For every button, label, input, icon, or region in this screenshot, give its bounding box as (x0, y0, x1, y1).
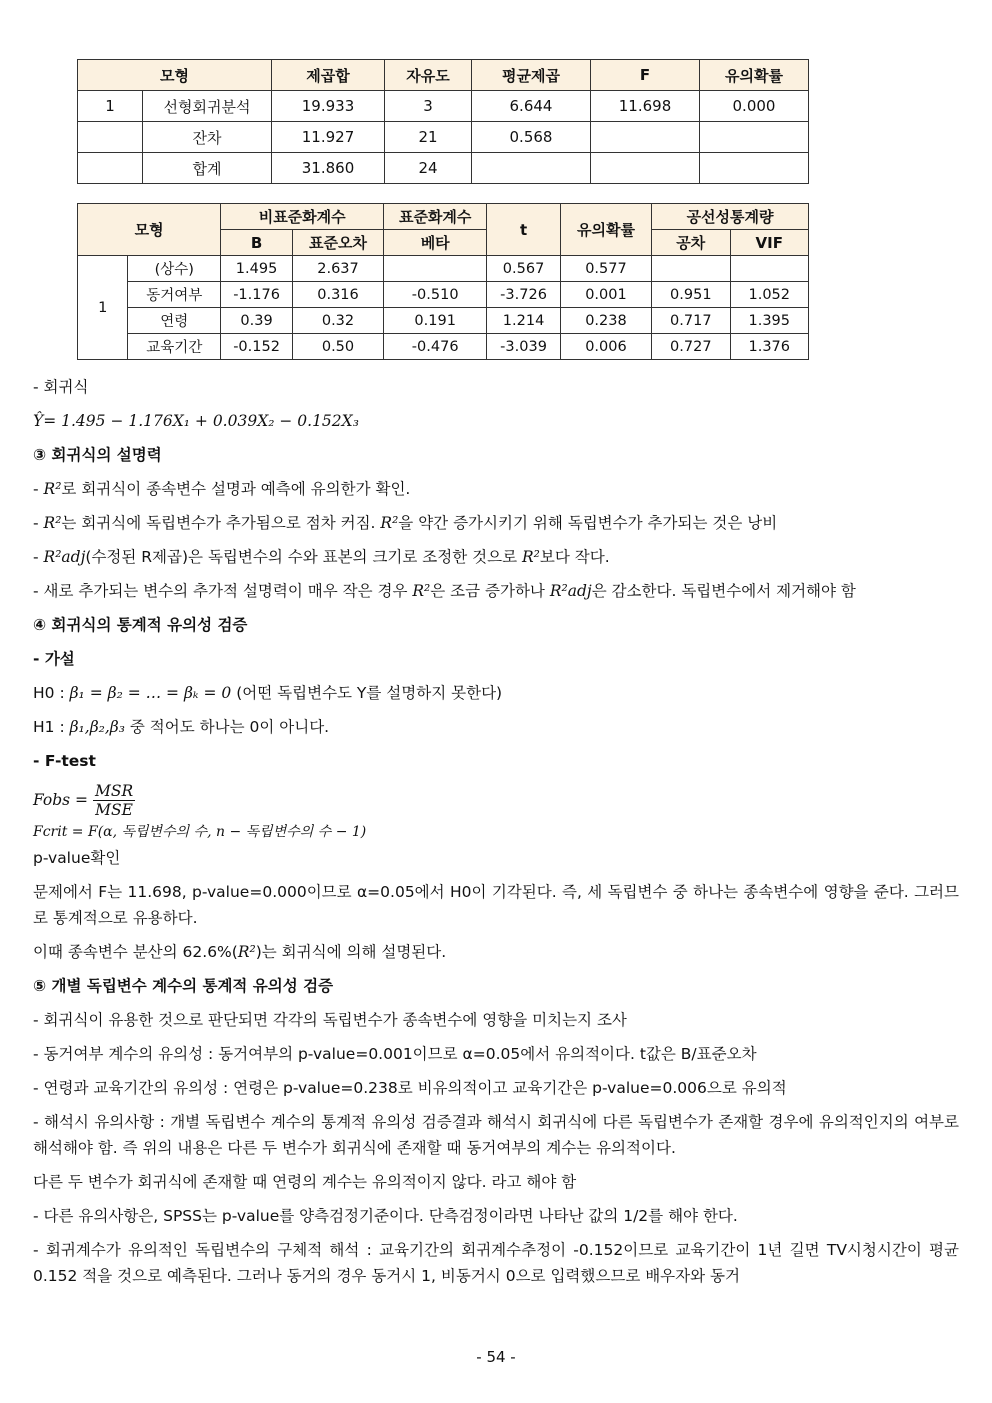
table-cell: 24 (385, 153, 472, 184)
table-cell: 0.568 (472, 122, 591, 153)
body-text (33, 374, 959, 1289)
table-cell: 0.191 (384, 308, 487, 334)
table-cell: 0.32 (292, 308, 383, 334)
subheading: - F-test (33, 752, 96, 770)
table-cell (78, 122, 143, 153)
fraction-denominator: MSE (95, 801, 133, 819)
paragraph: - 해석시 유의사항 : 개별 독립변수 계수의 통계적 유의성 검증결과 해석시 회귀식에 다른 독립변수가 존재할 경우에 유의적인지의 여부로 해석해야 함. 즉 위의 내용은 다른 두 변수가 회귀식에 존재할 때 동거여부의 계수는 유의적이다. (33, 1113, 959, 1157)
paragraph (33, 544, 959, 570)
table-cell: 1.395 (730, 308, 808, 334)
table-cell: 합계 (143, 153, 272, 184)
table-cell (700, 122, 809, 153)
table-cell: 교육기간 (128, 334, 221, 360)
table-cell: 2.637 (292, 256, 383, 282)
table-row (78, 122, 809, 153)
section-heading: ⑤ 개별 독립변수 계수의 통계적 유의성 검증 (33, 977, 334, 995)
table-cell: 0.50 (292, 334, 383, 360)
table-cell: 1.052 (730, 282, 808, 308)
header-cell: 표준오차 (292, 230, 383, 256)
regression-equation: Ŷ= 1.495 − 1.176X₁ + 0.039X₂ − 0.152X₃ (33, 412, 359, 430)
section-heading: ③ 회귀식의 설명력 (33, 446, 162, 464)
text-run: (어떤 독립변수도 Y를 설명하지 못한다) (231, 684, 503, 702)
table-row (78, 282, 809, 308)
header-cell: F (591, 60, 700, 91)
text-run: 은 조금 증가하나 (430, 582, 550, 600)
alt-hypothesis (33, 714, 959, 740)
header-cell: VIF (730, 230, 808, 256)
table-cell: 0.727 (652, 334, 730, 360)
text-run: (수정된 R제곱)은 독립변수의 수와 표본의 크기로 조정한 것으로 (85, 548, 522, 566)
table-row (78, 308, 809, 334)
equation-label: - 회귀식 (33, 378, 89, 396)
table-row (78, 91, 809, 122)
subheading: - 가설 (33, 650, 75, 668)
table-cell: 0.001 (560, 282, 651, 308)
table-cell: 0.567 (487, 256, 561, 282)
page-number: - 54 - (476, 1348, 516, 1366)
paragraph (33, 939, 959, 965)
table-cell (472, 153, 591, 184)
paragraph: - 회귀계수가 유의적인 독립변수의 구체적 해석 : 교육기간의 회귀계수추정이 -0.152이므로 교육기간이 1년 길면 TV시청시간이 평균 0.152 적을 것으로 예측된다. 그러나 동거의 경우 동거시 1, 비동거시 0으로 입력했으므로 배우자와 동거 (33, 1241, 959, 1285)
table-cell: 1 (78, 91, 143, 122)
table-header-row (78, 204, 809, 230)
text-run: )는 회귀식에 의해 설명된다. (255, 943, 447, 961)
anova-table (77, 59, 809, 184)
paragraph: 문제에서 F는 11.698, p-value=0.000이므로 α=0.05에서 H0이 기각된다. 즉, 세 독립변수 중 하나는 종속변수에 영향을 준다. 그러므로 통계적으로 유용하다. (33, 883, 959, 927)
table-cell (384, 256, 487, 282)
table-cell (652, 256, 730, 282)
paragraph (33, 578, 959, 604)
paragraph: p-value확인 (33, 849, 121, 867)
table-cell: 동거여부 (128, 282, 221, 308)
table-cell: 19.933 (272, 91, 385, 122)
math-run: R² (380, 514, 399, 532)
table-cell: 0.951 (652, 282, 730, 308)
table-cell: 11.698 (591, 91, 700, 122)
coefficients-table (77, 203, 809, 360)
table-cell: 0.006 (560, 334, 651, 360)
table-cell: 0.000 (700, 91, 809, 122)
table-cell: 잔차 (143, 122, 272, 153)
table-cell: 0.238 (560, 308, 651, 334)
header-cell: 유의확률 (700, 60, 809, 91)
table-cell: 연령 (128, 308, 221, 334)
null-hypothesis (33, 680, 959, 706)
header-cell: t (487, 204, 561, 256)
paragraph: 다른 두 변수가 회귀식에 존재할 때 연령의 계수는 유의적이지 않다. 라고 해야 함 (33, 1173, 577, 1191)
section-heading: ④ 회귀식의 통계적 유의성 검증 (33, 616, 248, 634)
text-run: 로 회귀식이 종속변수 설명과 예측에 유의한가 확인. (61, 480, 411, 498)
paragraph: - 다른 유의사항은, SPSS는 p-value를 양측검정기준이다. 단측검정이라면 나타난 값의 1/2를 해야 한다. (33, 1207, 738, 1225)
header-cell: 평균제곱 (472, 60, 591, 91)
math-run: R² (412, 582, 431, 600)
text-run: 이때 종속변수 분산의 62.6%( (33, 943, 238, 961)
table-header-row (78, 60, 809, 91)
table-cell: 선형회귀분석 (143, 91, 272, 122)
math-run: β₁,β₂,β₃ (69, 718, 125, 736)
text-run: - (33, 514, 44, 532)
table-cell: -0.510 (384, 282, 487, 308)
text-run: 은 감소한다. 독립변수에서 제거해야 함 (591, 582, 856, 600)
paragraph: - 연령과 교육기간의 유의성 : 연령은 p-value=0.238로 비유의적이고 교육기간은 p-value=0.006으로 유의적 (33, 1079, 787, 1097)
math-run: R² (522, 548, 540, 566)
table-cell: -3.726 (487, 282, 561, 308)
table-cell: 1.376 (730, 334, 808, 360)
math-run: Fobs = (33, 791, 89, 809)
text-run: - (33, 480, 44, 498)
table-cell: 0.316 (292, 282, 383, 308)
header-cell: B (221, 230, 293, 256)
fraction-numerator: MSR (94, 782, 134, 800)
table-cell: 0.577 (560, 256, 651, 282)
text-run: - (33, 548, 44, 566)
math-run: R² (237, 943, 256, 961)
table-row (78, 153, 809, 184)
table-cell: 31.860 (272, 153, 385, 184)
math-run: R²adj (549, 582, 592, 600)
model-number-cell: 1 (78, 256, 128, 360)
table-cell: -3.039 (487, 334, 561, 360)
paragraph: - 회귀식이 유용한 것으로 판단되면 각각의 독립변수가 종속변수에 영향을 미치는지 조사 (33, 1011, 627, 1029)
text-run: 는 회귀식에 독립변수가 추가됨으로 점차 커짐. (61, 514, 381, 532)
table-cell: 1.495 (221, 256, 293, 282)
f-obs-formula (33, 782, 959, 819)
table-cell (700, 153, 809, 184)
paragraph (33, 476, 959, 502)
table-cell: 1.214 (487, 308, 561, 334)
paragraph: - 동거여부 계수의 유의성 : 동거여부의 p-value=0.001이므로 α=0.05에서 유의적이다. t값은 B/표준오차 (33, 1045, 757, 1063)
table-cell: 0.39 (221, 308, 293, 334)
math-run: R² (43, 480, 62, 498)
math-run: R²adj (43, 548, 86, 566)
f-crit-formula: Fcrit = F(α, 독립변수의 수, n − 독립변수의 수 − 1) (33, 824, 367, 840)
header-cell: 모형 (78, 204, 221, 256)
table-row (78, 256, 809, 282)
table-cell: -1.176 (221, 282, 293, 308)
header-cell: 자유도 (385, 60, 472, 91)
table-cell (591, 122, 700, 153)
header-cell: 공선성통계량 (652, 204, 809, 230)
table-cell: 11.927 (272, 122, 385, 153)
math-run: β₁ = β₂ = … = βₖ = 0 (69, 684, 232, 702)
table-cell: -0.476 (384, 334, 487, 360)
header-cell: 공차 (652, 230, 730, 256)
text-run: - 새로 추가되는 변수의 추가적 설명력이 매우 작은 경우 (33, 582, 413, 600)
header-cell: 유의확률 (560, 204, 651, 256)
table-cell: 0.717 (652, 308, 730, 334)
header-cell: 모형 (78, 60, 272, 91)
header-cell: 비표준화계수 (221, 204, 384, 230)
table-cell: (상수) (128, 256, 221, 282)
table-cell: 6.644 (472, 91, 591, 122)
table-cell (78, 153, 143, 184)
paragraph (33, 510, 959, 536)
table-cell: 3 (385, 91, 472, 122)
text-run: 보다 작다. (539, 548, 610, 566)
text-run: 을 약간 증가시키기 위해 독립변수가 추가되는 것은 낭비 (398, 514, 778, 532)
table-cell: 21 (385, 122, 472, 153)
math-run: R² (43, 514, 62, 532)
table-cell (730, 256, 808, 282)
text-run: H0 : (33, 684, 70, 702)
header-cell: 베타 (384, 230, 487, 256)
header-cell: 제곱합 (272, 60, 385, 91)
table-cell (591, 153, 700, 184)
table-cell: -0.152 (221, 334, 293, 360)
text-run: H1 : (33, 718, 70, 736)
fraction (93, 782, 135, 819)
header-cell: 표준화계수 (384, 204, 487, 230)
text-run: 중 적어도 하나는 0이 아니다. (124, 718, 330, 736)
table-row (78, 334, 809, 360)
